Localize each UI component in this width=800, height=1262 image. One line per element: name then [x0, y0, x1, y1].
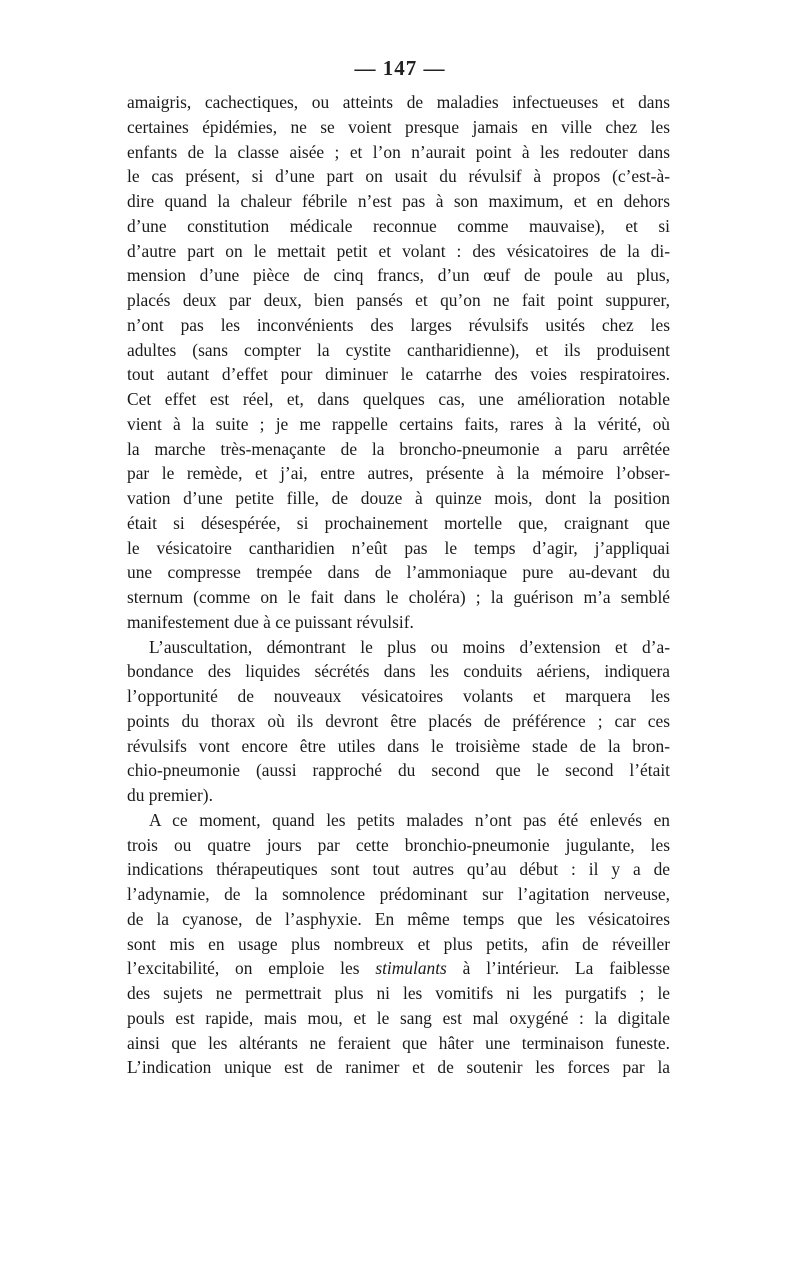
text-line: sternum (comme on le fait dans le choléra) ; la guérison m’a semblé [127, 587, 670, 607]
text-line: d’une constitution médicale reconnue comme mauvaise), et si [127, 215, 670, 236]
text-segment: à l’intérieur. La faiblesse [462, 958, 670, 979]
text-line: vient à la suite ; je me rappelle certains faits, rares à la vérité, où [127, 413, 670, 434]
text-line: mension d’une pièce de cinq francs, d’un œuf de poule au plus, [127, 265, 670, 286]
text-line: adultes (sans compter la cystite cantharidienne), et ils produisent [127, 339, 670, 360]
text-line: était si désespérée, si prochainement mortelle que, craignant que [127, 512, 670, 533]
text-line: révulsifs vont encore être utiles dans le troisième stade de la bron- [127, 735, 670, 756]
text-line: le cas présent, si d’une part on usait du révulsif à propos (c’est-à- [127, 166, 670, 187]
text-line: par le remède, et j’ai, entre autres, présente à la mémoire l’obser- [127, 463, 670, 484]
text-line: vation d’une petite fille, de douze à quinze mois, dont la position [127, 488, 670, 508]
text-line: une compresse trempée dans de l’ammoniaque pure au-devant du [127, 562, 670, 583]
text-line: l’adynamie, de la somnolence prédominant sur l’agitation nerveuse, [127, 884, 670, 904]
text-line: chio-pneumonie (aussi rapproché du second que le second l’était [127, 760, 670, 781]
text-line: de la cyanose, de l’asphyxie. En même temps que les vésicatoires [127, 908, 670, 929]
text-line: ainsi que les altérants ne feraient que hâter une terminaison funeste. [127, 1032, 670, 1053]
text-segment: l’excitabilité, on emploie les [127, 958, 360, 979]
text-line: d’autre part on le mettait petit et volant : des vésicatoires de la di- [127, 240, 670, 261]
text-line: dire quand la chaleur fébrile n’est pas à son maximum, et en dehors [127, 191, 670, 211]
text-line: l’opportunité de nouveaux vésicatoires volants et marquera les [127, 686, 670, 706]
text-line: le vésicatoire cantharidien n’eût pas le temps d’agir, j’appliquai [127, 537, 670, 558]
text-line: L’auscultation, démontrant le plus ou moins d’extension et d’a- [149, 636, 670, 657]
text-line: A ce moment, quand les petits malades n’ont pas été enlevés en [149, 809, 670, 830]
text-line: points du thorax où ils devront être placés de préférence ; car ces [127, 710, 670, 731]
body-text [127, 90, 670, 1080]
text-line: amaigris, cachectiques, ou atteints de maladies infectueuses et dans [127, 92, 670, 112]
text-line: indications thérapeutiques sont tout autres qu’au début : il y a de [127, 859, 670, 880]
text-line: pouls est rapide, mais mou, et le sang est mal oxygéné : la digitale [127, 1007, 670, 1028]
text-line: tout autant d’effet pour diminuer le catarrhe des voies respiratoires. [127, 364, 670, 385]
text-line [127, 956, 670, 981]
text-line: enfants de la classe aisée ; et l’on n’aurait point à les redouter dans [127, 141, 670, 162]
text-line: bondance des liquides sécrétés dans les conduits aériens, indiquera [127, 661, 670, 682]
text-line: L’indication unique est de ranimer et de soutenir les forces par la [127, 1057, 670, 1078]
page-number: — 147 — [354, 56, 446, 80]
text-line: placés deux par deux, bien pansés et qu’on ne fait point suppurer, [127, 290, 670, 310]
text-line: manifestement due à ce puissant révulsif. [127, 611, 414, 632]
text-line: du premier). [127, 785, 213, 805]
text-line: certaines épidémies, ne se voient presque jamais en ville chez les [127, 116, 670, 137]
text-line: Cet effet est réel, et, dans quelques cas, une amélioration notable [127, 389, 670, 409]
text-line: des sujets ne permettrait plus ni les vomitifs ni les purgatifs ; le [127, 983, 670, 1003]
text-line: sont mis en usage plus nombreux et plus petits, afin de réveiller [127, 933, 670, 954]
text-line: la marche très-menaçante de la broncho-pneumonie a paru arrêtée [127, 438, 670, 459]
italic-term: stimulants [375, 958, 447, 979]
text-line: trois ou quatre jours par cette bronchio-pneumonie jugulante, les [127, 834, 670, 855]
text-line: n’ont pas les inconvénients des larges révulsifs usités chez les [127, 314, 670, 335]
